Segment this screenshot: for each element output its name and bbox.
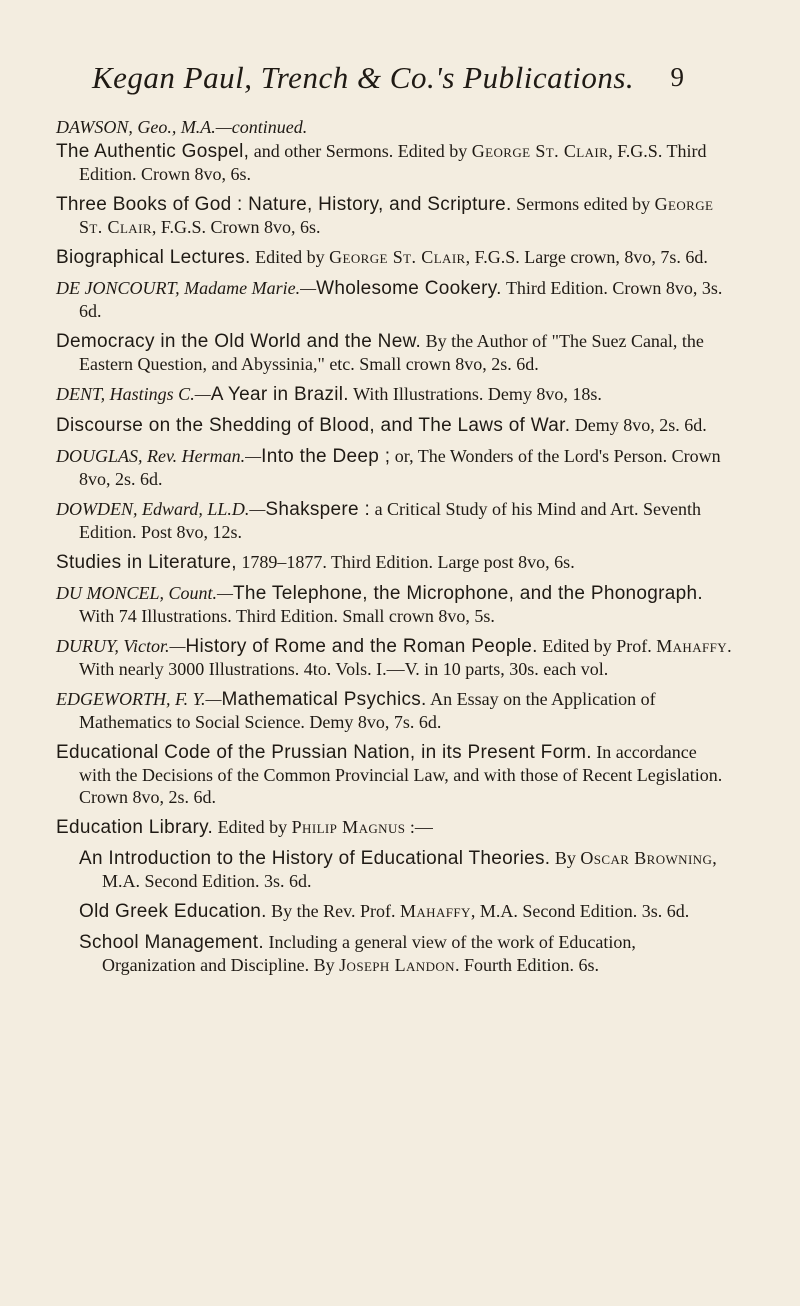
editor-name: Philip Magnus — [291, 817, 406, 837]
book-description: Edited by Prof. — [537, 636, 657, 656]
catalogue-entry — [56, 551, 732, 574]
book-title: Discourse on the Shedding of Blood, and The Laws of War. — [56, 415, 571, 436]
book-details: . With nearly 3000 Illustrations. 4to. Vols. I.—V. in 10 parts, 30s. each vol. — [79, 636, 732, 679]
author-name: Mahaffy — [399, 901, 471, 921]
book-details: Demy 8vo, 2s. 6d. — [570, 415, 707, 435]
book-details: :— — [405, 817, 433, 837]
book-details: In accordance with the Decisions of the Common Provincial Law, and with those of Recent Legislation. Crown 8vo, 2s. 6d. — [79, 742, 723, 807]
catalogue-entry — [56, 140, 732, 185]
catalogue-entry — [56, 246, 732, 269]
catalogue-entry — [56, 582, 732, 627]
book-details: , F.G.S. Third Edition. Crown 8vo, 6s. — [79, 141, 707, 184]
catalogue-entry — [56, 688, 732, 733]
author-name: DURUY, Victor.— — [56, 636, 186, 656]
book-details: An Essay on the Application of Mathematics to Social Science. Demy 8vo, 7s. 6d. — [79, 689, 656, 732]
book-description: By the Rev. Prof. — [266, 901, 400, 921]
running-head — [92, 60, 682, 100]
book-details: a Critical Study of his Mind and Art. Seventh Edition. Post 8vo, 12s. — [79, 499, 702, 542]
book-details: or, The Wonders of the Lord's Person. Crown 8vo, 2s. 6d. — [79, 446, 721, 489]
book-description: By — [550, 848, 581, 868]
book-details: With Illustrations. Demy 8vo, 18s. — [348, 384, 602, 404]
editor-name: Mahaffy — [656, 636, 728, 656]
author-name: Oscar Browning — [580, 848, 713, 868]
author-name: DU MONCEL, Count.— — [56, 583, 234, 603]
author-name: DOUGLAS, Rev. Herman.— — [56, 446, 262, 466]
running-title: Kegan Paul, Trench & Co.'s Publications. — [92, 60, 635, 95]
book-details: 1789–1877. Third Edition. Large post 8vo, 6s. — [236, 552, 575, 572]
catalogue-entry — [56, 445, 732, 490]
author-name: DAWSON, Geo., M.A.—continued. — [56, 117, 308, 137]
book-title: An Introduction to the History of Educational Theories. — [79, 848, 551, 869]
author-name: Joseph Landon — [339, 955, 455, 975]
series-entry — [56, 847, 732, 892]
book-description: Including a general view of the work of Education, Organization and Discipline. By — [102, 932, 636, 975]
book-description: Edited by — [250, 247, 330, 267]
book-details: , F.G.S. Large crown, 8vo, 7s. 6d. — [465, 247, 708, 267]
series-entry — [56, 931, 732, 976]
editor-name: George St. Clair — [329, 247, 466, 267]
book-details: Third Edition. Crown 8vo, 3s. 6d. — [79, 278, 723, 321]
book-details: , F.G.S. Crown 8vo, 6s. — [151, 217, 321, 237]
catalogue-entry — [56, 330, 732, 375]
catalogue-entry — [56, 741, 732, 808]
author-name: DE JONCOURT, Madame Marie.— — [56, 278, 317, 298]
catalogue-entry — [56, 383, 732, 406]
book-title: Mathematical Psychics. — [221, 689, 427, 710]
book-details: With 74 Illustrations. Third Edition. Small crown 8vo, 5s. — [79, 606, 495, 626]
book-title: A Year in Brazil. — [210, 384, 349, 405]
book-title: The Authentic Gospel, — [56, 141, 250, 162]
book-title: School Management. — [79, 932, 264, 953]
catalogue-entry — [56, 414, 732, 437]
book-description: Edited by — [213, 817, 292, 837]
series-entry — [56, 900, 732, 923]
catalogue-entry — [56, 116, 732, 138]
book-title: Biographical Lectures. — [56, 247, 251, 268]
catalogue-entry — [56, 277, 732, 322]
author-name: EDGEWORTH, F. Y.— — [56, 689, 222, 709]
book-title: Wholesome Cookery. — [316, 278, 502, 299]
catalogue-list — [56, 116, 732, 984]
catalogue-entry — [56, 498, 732, 543]
book-title: History of Rome and the Roman People. — [185, 636, 538, 657]
book-title: Old Greek Education. — [79, 901, 267, 922]
book-title: Shakspere : — [265, 499, 371, 520]
editor-name: George St. Clair — [471, 141, 609, 161]
book-details: , M.A. Second Edition. 3s. 6d. — [470, 901, 690, 921]
book-description: Sermons edited by — [511, 194, 655, 214]
catalogue-entry — [56, 193, 732, 238]
author-name: DENT, Hastings C.— — [56, 384, 211, 404]
book-details: By the Author of "The Suez Canal, the Eastern Question, and Abyssinia," etc. Small crown 8vo, 2s. 6d. — [79, 331, 704, 374]
book-details: , M.A. Second Edition. 3s. 6d. — [102, 848, 717, 891]
book-description: and other Sermons. Edited by — [249, 141, 472, 161]
catalogue-entry — [56, 816, 732, 839]
book-title: Into the Deep ; — [261, 446, 391, 467]
editor-name: George St. Clair — [79, 194, 714, 237]
book-title: Education Library. — [56, 817, 214, 838]
book-title: Studies in Literature, — [56, 552, 237, 573]
book-title: Educational Code of the Prussian Nation, in its Present Form. — [56, 742, 592, 763]
book-title: Three Books of God : Nature, History, and Scripture. — [56, 194, 512, 215]
author-name: DOWDEN, Edward, LL.D.— — [56, 499, 266, 519]
book-title: Democracy in the Old World and the New. — [56, 331, 422, 352]
catalogue-entry — [56, 635, 732, 680]
page-number: 9 — [670, 62, 684, 92]
book-details: . Fourth Edition. 6s. — [454, 955, 599, 975]
book-title: The Telephone, the Microphone, and the Phonograph. — [233, 583, 703, 604]
